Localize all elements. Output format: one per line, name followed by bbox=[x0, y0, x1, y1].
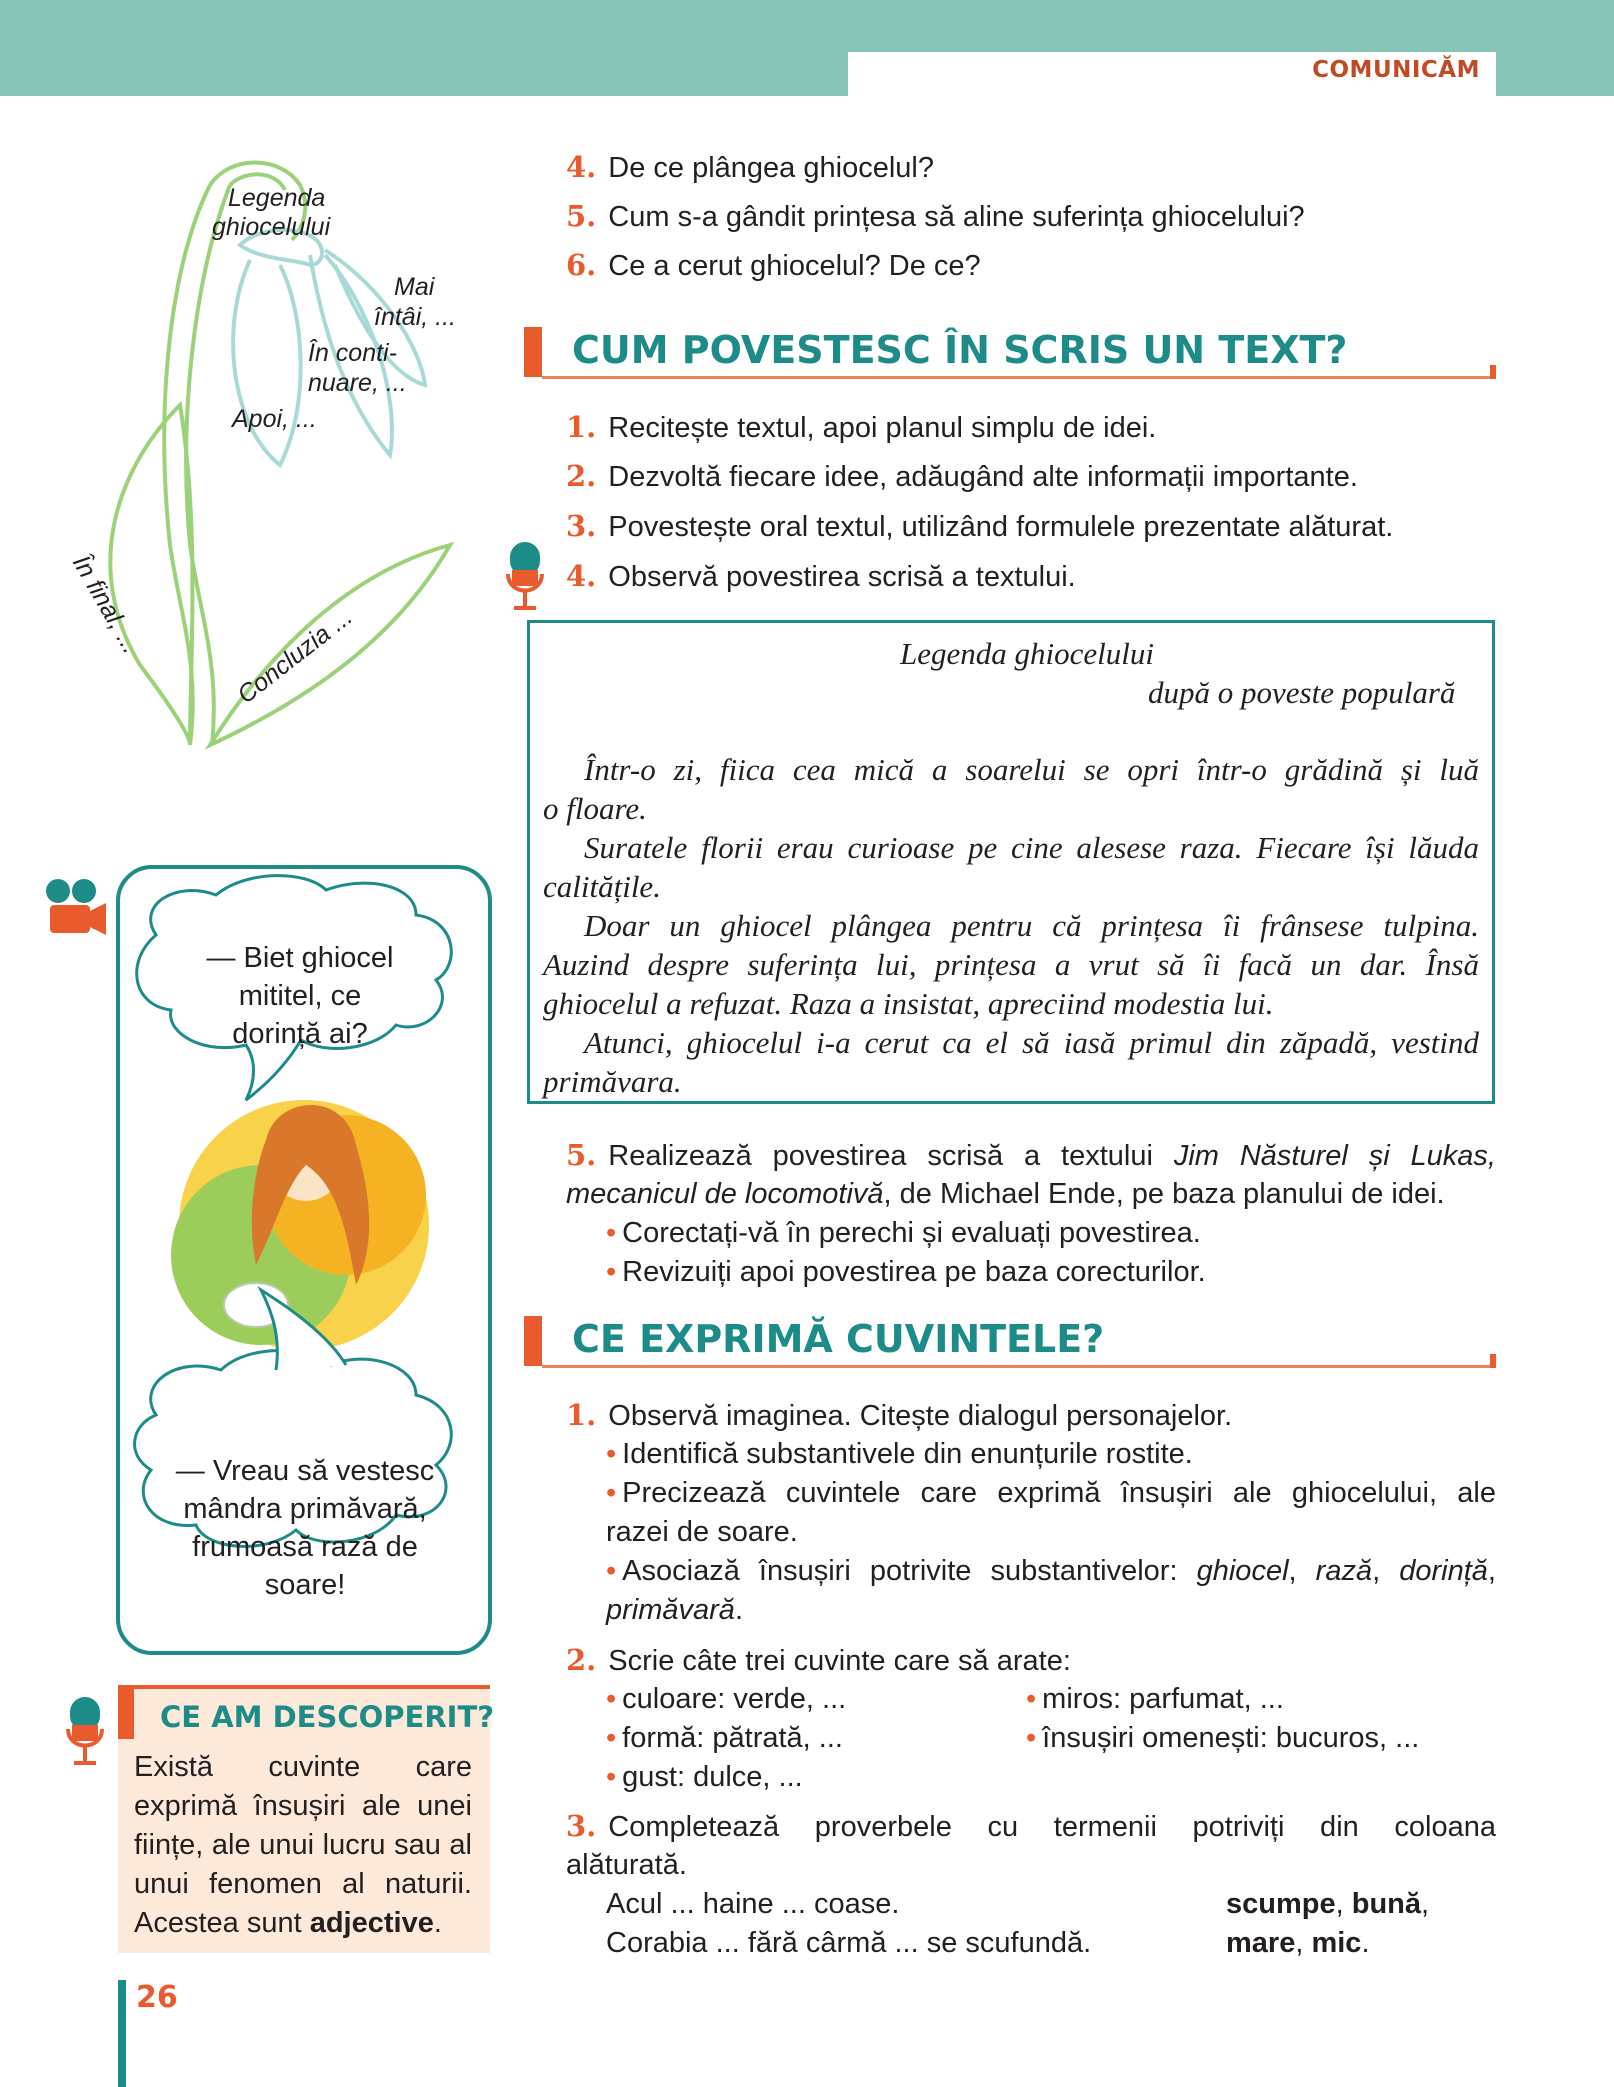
label-nuare: nuare, ... bbox=[308, 369, 407, 397]
story-line: primăvara. bbox=[543, 1064, 682, 1099]
story-line: Suratele florii erau curioase pe cine alesese raza. Fiecare își lăuda bbox=[584, 830, 1479, 865]
label-concluzia: Concluzia ... bbox=[232, 602, 358, 710]
item-text: Observă imaginea. Citește dialogul personajelor. bbox=[608, 1400, 1233, 1432]
q2-bullet bbox=[606, 1680, 846, 1718]
bullet-dot: • bbox=[606, 1438, 617, 1470]
heading-bar bbox=[524, 1316, 542, 1366]
bullet-text: gust: dulce, ... bbox=[622, 1761, 803, 1793]
item-number: 3. bbox=[566, 1809, 597, 1843]
bubble2-line: — Vreau să vestesc bbox=[175, 1455, 435, 1487]
section1-item-2 bbox=[566, 457, 1358, 496]
bullet-text: miros: parfumat, ... bbox=[1042, 1683, 1284, 1715]
question-number: 5. bbox=[566, 199, 597, 233]
bullet-text: Asociază însușiri potrivite substantivelor: bbox=[622, 1555, 1197, 1587]
label-intai: întâi, ... bbox=[374, 303, 456, 331]
terms-row: mare, mic. bbox=[1226, 1927, 1370, 1959]
item-text: Recitește textul, apoi planul simplu de idei. bbox=[608, 412, 1157, 444]
question-number: 6. bbox=[566, 248, 597, 282]
q1-bullet bbox=[606, 1474, 1496, 1512]
bullet-dot: • bbox=[606, 1761, 617, 1793]
story-title: Legenda ghiocelului bbox=[900, 636, 1154, 671]
item-text: Completează proverbele cu termenii potriviți din coloana bbox=[608, 1811, 1496, 1843]
bullet-dot: • bbox=[1026, 1722, 1037, 1754]
video-camera-icon bbox=[40, 875, 110, 945]
question-6 bbox=[566, 246, 981, 285]
word: primăvară bbox=[606, 1594, 735, 1626]
label-legenda: Legenda bbox=[228, 184, 326, 212]
bubble2-line: soare! bbox=[264, 1569, 346, 1601]
bubble1-line: mititel, ce bbox=[238, 980, 362, 1012]
section-label: COMUNICĂM bbox=[1312, 57, 1480, 83]
item-5 bbox=[566, 1136, 1496, 1213]
item-number: 5. bbox=[566, 1138, 597, 1172]
microphone-icon bbox=[504, 540, 546, 615]
item-text: Dezvoltă fiecare idee, adăugând alte informații importante. bbox=[608, 461, 1358, 493]
story-line: ghiocelul a refuzat. Raza a insistat, apreciind modestia lui. bbox=[543, 986, 1274, 1021]
story-subtitle: după o poveste populară bbox=[1148, 675, 1456, 710]
discover-bar bbox=[118, 1685, 134, 1739]
story-line: calitățile. bbox=[543, 869, 661, 904]
label-ghiocelului: ghiocelului bbox=[212, 213, 331, 241]
item5-bullet bbox=[606, 1253, 1206, 1291]
bullet-dot: • bbox=[606, 1722, 617, 1754]
proverb: Acul ... haine ... coase. bbox=[606, 1888, 900, 1920]
bubble1-line: dorință ai? bbox=[232, 1018, 368, 1050]
q1-bullet-cont: razei de soare. bbox=[606, 1516, 798, 1548]
item-number: 4. bbox=[566, 559, 597, 593]
bullet-dot: • bbox=[606, 1256, 617, 1288]
microphone-icon bbox=[64, 1695, 106, 1770]
section1-item-4 bbox=[566, 557, 1076, 596]
section1-item-3 bbox=[566, 507, 1393, 546]
section2-item-2 bbox=[566, 1641, 1071, 1680]
bullet-text: Revizuiți apoi povestirea pe baza corecturilor. bbox=[622, 1256, 1206, 1288]
section1-title: CUM POVESTESC ÎN SCRIS UN TEXT? bbox=[572, 328, 1348, 372]
question-5 bbox=[566, 197, 1305, 236]
label-in-conti: În conti- bbox=[308, 339, 397, 367]
q2-bullet bbox=[606, 1758, 803, 1796]
discover-text: Există cuvinte care exprimă însușiri ale unei ființe, ale unui lucru sau al unui fenomen al naturii. Acestea sunt adjective. bbox=[134, 1751, 472, 1939]
bullet-dot: • bbox=[1026, 1683, 1037, 1715]
item-number: 3. bbox=[566, 509, 597, 543]
story-line: Doar un ghiocel plângea pentru că prințesa îi frânsese tulpina. bbox=[584, 908, 1479, 943]
section1-item-1 bbox=[566, 408, 1156, 447]
page-bar bbox=[118, 1980, 126, 2087]
bubble2-line: frumoasă rază de bbox=[192, 1531, 418, 1563]
discover-top-line bbox=[134, 1685, 490, 1689]
bullet-dot: • bbox=[606, 1477, 617, 1509]
item5-before: Realizează povestirea scrisă a textului bbox=[608, 1140, 1174, 1172]
bubble1-line: — Biet ghiocel bbox=[206, 942, 394, 974]
q2-bullet bbox=[1026, 1680, 1284, 1718]
item-number: 2. bbox=[566, 459, 597, 493]
bullet-text: însușiri omenești: bucuros, ... bbox=[1042, 1722, 1420, 1754]
label-in-final: În final, ... bbox=[66, 550, 146, 659]
question-4 bbox=[566, 148, 934, 187]
section2-title: CE EXPRIMĂ CUVINTELE? bbox=[572, 1317, 1105, 1361]
q1-bullet: • Asociază însușiri potrivite substantivelor: ghiocel, rază, dorință, bbox=[606, 1555, 1496, 1587]
item-text: Scrie câte trei cuvinte care să arate: bbox=[608, 1645, 1071, 1677]
item-number: 2. bbox=[566, 1643, 597, 1677]
bullet-text: Corectați-vă în perechi și evaluați povestirea. bbox=[622, 1217, 1201, 1249]
discover-title: CE AM DESCOPERIT? bbox=[160, 1700, 495, 1734]
proverb: Corabia ... fără cârmă ... se scufundă. bbox=[606, 1927, 1092, 1959]
bullet-text: culoare: verde, ... bbox=[622, 1683, 847, 1715]
question-text: Cum s-a gândit prințesa să aline suferința ghiocelului? bbox=[608, 201, 1305, 233]
term: mic bbox=[1311, 1927, 1362, 1959]
section2-item-1 bbox=[566, 1396, 1232, 1435]
story-line: Atunci, ghiocelul i-a cerut ca el să iasă primul din zăpadă, vestind bbox=[584, 1025, 1479, 1060]
label-apoi: Apoi, ... bbox=[232, 405, 317, 433]
heading-underline bbox=[542, 376, 1496, 379]
heading-bar bbox=[524, 327, 542, 377]
bullet-text: formă: pătrată, ... bbox=[622, 1722, 843, 1754]
q2-bullet bbox=[606, 1719, 843, 1757]
story-line: o floare. bbox=[543, 791, 647, 826]
term: mare bbox=[1226, 1927, 1296, 1959]
q3-cont: alăturată. bbox=[566, 1849, 687, 1881]
term: bună bbox=[1351, 1888, 1422, 1920]
bullet-text: Identifică substantivele din enunțurile rostite. bbox=[622, 1438, 1193, 1470]
discover-bold-word: adjective bbox=[309, 1907, 434, 1939]
item-number: 1. bbox=[566, 410, 597, 444]
heading-end bbox=[1490, 365, 1496, 379]
terms-row: scumpe, bună, bbox=[1226, 1888, 1430, 1920]
item-text: Povestește oral textul, utilizând formulele prezentate alăturat. bbox=[608, 511, 1394, 543]
bullet-dot: • bbox=[606, 1217, 617, 1249]
item5-book-title: Jim Năsturel și Lukas, mecanicul de locomotivă bbox=[566, 1140, 1496, 1210]
bubble2-line: mândra primăvară, bbox=[183, 1493, 427, 1525]
question-number: 4. bbox=[566, 150, 597, 184]
story-line: Auzind despre suferința lui, prințesa a vrut să îi facă un dar. Însă bbox=[543, 947, 1479, 982]
section2-item-3 bbox=[566, 1807, 1496, 1846]
term: scumpe bbox=[1226, 1888, 1336, 1920]
word: rază bbox=[1315, 1555, 1373, 1587]
item-number: 1. bbox=[566, 1398, 597, 1432]
question-text: Ce a cerut ghiocelul? De ce? bbox=[608, 250, 981, 282]
page-number: 26 bbox=[136, 1980, 178, 2015]
story-line: Într-o zi, fiica cea mică a soarelui se opri într-o grădină și luă bbox=[584, 752, 1479, 787]
heading-underline bbox=[542, 1365, 1496, 1368]
q1-bullet-cont: primăvară. bbox=[606, 1594, 743, 1626]
heading-end bbox=[1490, 1354, 1496, 1368]
item5-after: , de Michael Ende, pe baza planului de idei. bbox=[883, 1178, 1445, 1210]
bullet-dot: • bbox=[606, 1683, 617, 1715]
question-text: De ce plângea ghiocelul? bbox=[608, 152, 934, 184]
discover-body: Există cuvinte care exprimă însușiri ale unei ființe, ale unui lucru sau al unui fenomen al naturii. Acestea sunt bbox=[134, 1751, 472, 1939]
bullet-dot: • bbox=[606, 1555, 617, 1587]
bullet-text: Precizează cuvintele care exprimă însușiri ale ghiocelului, ale bbox=[622, 1477, 1496, 1509]
item5-bullet bbox=[606, 1214, 1201, 1252]
item-text: Observă povestirea scrisă a textului. bbox=[608, 561, 1076, 593]
q2-bullet bbox=[1026, 1719, 1419, 1757]
word: ghiocel bbox=[1196, 1555, 1289, 1587]
word: dorință bbox=[1399, 1555, 1488, 1587]
q1-bullet bbox=[606, 1435, 1193, 1473]
label-mai: Mai bbox=[394, 273, 435, 301]
